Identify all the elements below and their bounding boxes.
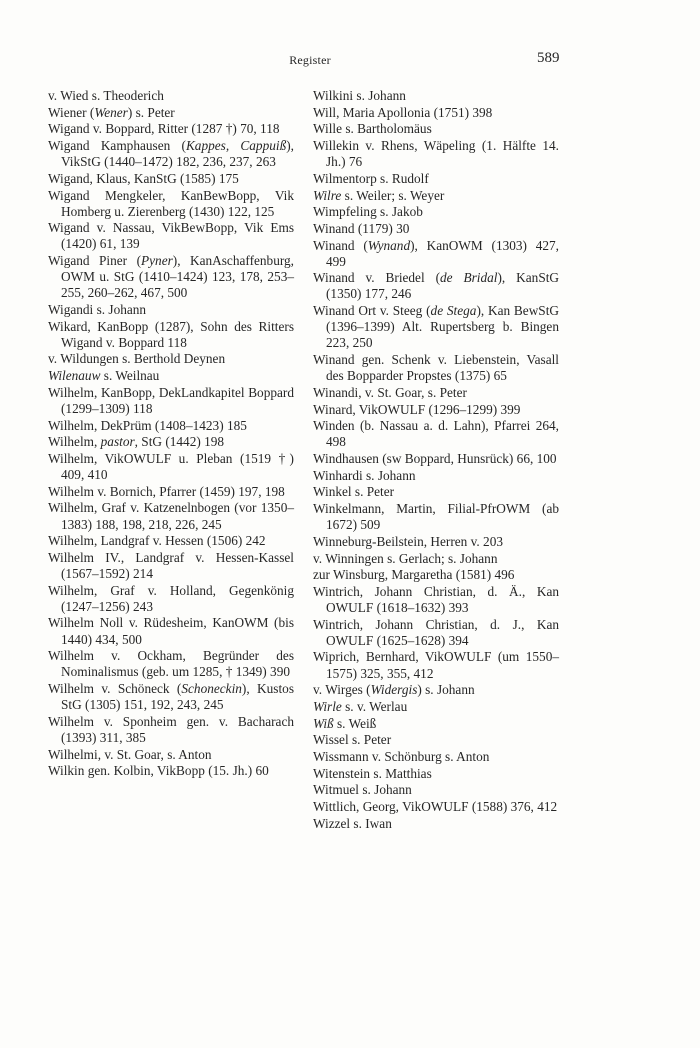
index-entry: Wilhelm, Graf v. Holland, Gegenkönig (1247–1256) 243: [48, 582, 294, 614]
index-entry: Winhardi s. Johann: [313, 467, 416, 483]
index-entry: Wilmentorp s. Rudolf: [313, 170, 429, 186]
index-entry: Winand gen. Schenk v. Liebenstein, Vasall des Bopparder Propstes (1375) 65: [313, 352, 559, 384]
index-entry: Wille s. Bartholomäus: [313, 121, 432, 137]
index-entry: Wilhelm, Graf v. Katzenelnbogen (vor 1350–1383) 188, 198, 218, 226, 245: [48, 500, 294, 532]
index-entry: Winneburg-Beilstein, Herren v. 203: [313, 533, 504, 549]
index-entry: Wilhelmi, v. St. Goar, s. Anton: [48, 746, 212, 762]
index-entry: Winard, VikOWULF (1296–1299) 399: [313, 401, 521, 417]
index-entry: Wilhelm, Landgraf v. Hessen (1506) 242: [48, 533, 266, 549]
index-entry: Will, Maria Apollonia (1751) 398: [313, 104, 493, 120]
index-entry: Wintrich, Johann Christian, d. J., Kan OWULF (1625–1628) 394: [313, 616, 559, 648]
index-entry: Winkel s. Peter: [313, 484, 395, 500]
index-entry: Wimpfeling s. Jakob: [313, 204, 423, 220]
index-entry: Wiprich, Bernhard, VikOWULF (um 1550–1575) 325, 355, 412: [313, 649, 559, 681]
index-entry: Wigand v. Boppard, Ritter (1287 †) 70, 118: [48, 121, 280, 137]
index-entry: Wigandi s. Johann: [48, 301, 147, 317]
index-entry: Wissmann v. Schönburg s. Anton: [313, 748, 490, 764]
index-entry: Wilhelm, KanBopp, DekLandkapitel Boppard (1299–1309) 118: [48, 384, 294, 416]
index-entry: Wigand v. Nassau, VikBewBopp, Vik Ems (1420) 61, 139: [48, 220, 294, 252]
index-entry: Wilhelm, pastor, StG (1442) 198: [48, 434, 225, 450]
index-entry: Winand v. Briedel (de Bridal), KanStG (1350) 177, 246: [313, 270, 560, 302]
index-column-left: [48, 88, 294, 780]
index-entry: Wilhelm v. Sponheim gen. v. Bacharach (1393) 311, 385: [48, 713, 294, 745]
index-entry: Winand (Wynand), KanOWM (1303) 427, 499: [313, 237, 559, 269]
index-entry: Wintrich, Johann Christian, d. Ä., Kan OWULF (1618–1632) 393: [313, 583, 559, 615]
index-entry: Wilhelm IV., Landgraf v. Hessen-Kassel (1567–1592) 214: [48, 549, 294, 581]
index-entry: Winden (b. Nassau a. d. Lahn), Pfarrei 264, 498: [313, 418, 559, 450]
index-entry: Wilhelm Noll v. Rüdesheim, KanOWM (bis 1440) 434, 500: [48, 615, 294, 647]
index-entry: v. Wirges (Widergis) s. Johann: [313, 682, 475, 698]
index-entry: Wiß s. Weiß: [313, 715, 377, 731]
index-entry: Wilhelm v. Bornich, Pfarrer (1459) 197, 198: [48, 483, 285, 499]
index-entry: Wiener (Wener) s. Peter: [48, 104, 175, 120]
index-entry: Wilhelm v. Ockham, Begründer des Nominalismus (geb. um 1285, † 1349) 390: [48, 648, 294, 680]
index-entry: Wilhelm, DekPrüm (1408–1423) 185: [48, 417, 247, 433]
index-entry: Witenstein s. Matthias: [313, 765, 432, 781]
index-entry: Wilenauw s. Weilnau: [48, 368, 160, 384]
index-entry: Wilhelm, VikOWULF u. Pleban (1519 †) 409, 410: [48, 450, 294, 483]
index-entry: Wittlich, Georg, VikOWULF (1588) 376, 412: [313, 799, 558, 815]
index-entry: Winand (1179) 30: [313, 220, 410, 236]
index-entry: Winand Ort v. Steeg (de Stega), Kan BewStG (1396–1399) Alt. Rupertsberg b. Bingen 223, 250: [313, 303, 559, 351]
index-entry: Wigand Mengkeler, KanBewBopp, Vik Homberg u. Zierenberg (1430) 122, 125: [48, 187, 294, 219]
index-entry: Wilkin gen. Kolbin, VikBopp (15. Jh.) 60: [48, 763, 269, 779]
index-entry: Witmuel s. Johann: [313, 782, 412, 798]
index-entry: Willekin v. Rhens, Wäpeling (1. Hälfte 14. Jh.) 76: [313, 138, 559, 170]
index-entry: Windhausen (sw Boppard, Hunsrück) 66, 100: [313, 450, 557, 466]
page-number: 589: [537, 50, 560, 66]
index-entry: Wikard, KanBopp (1287), Sohn des Ritters Wigand v. Boppard 118: [48, 318, 294, 350]
index-entry: v. Wildungen s. Berthold Deynen: [48, 351, 226, 367]
index-entry: Wilhelm v. Schöneck (Schoneckin), Kustos StG (1305) 151, 192, 243, 245: [48, 681, 294, 713]
index-entry: Winkelmann, Martin, Filial-PfrOWM (ab 1672) 509: [313, 501, 559, 533]
index-entry: zur Winsburg, Margaretha (1581) 496: [313, 567, 515, 583]
running-title: Register: [289, 53, 331, 67]
index-entry: Wizzel s. Iwan: [313, 815, 392, 831]
index-entry: Wilkini s. Johann: [313, 88, 406, 103]
index-entry: v. Winningen s. Gerlach; s. Johann: [313, 550, 498, 566]
index-entry: Wirle s. v. Werlau: [313, 698, 408, 714]
index-entry: Wigand Kamphausen (Kappes, Cappuiß), VikStG (1440–1472) 182, 236, 237, 263: [48, 138, 294, 170]
index-entry: Winandi, v. St. Goar, s. Peter: [313, 384, 467, 400]
index-entry: Wilre s. Weiler; s. Weyer: [313, 187, 445, 203]
index-entry: Wigand, Klaus, KanStG (1585) 175: [48, 170, 239, 186]
index-entry: Wigand Piner (Pyner), KanAschaffenburg, OWM u. StG (1410–1424) 123, 178, 253–255, 260–262, 467, 500: [48, 253, 294, 301]
index-entry: Wissel s. Peter: [313, 732, 392, 748]
index-entry: v. Wied s. Theoderich: [48, 88, 164, 103]
index-column-right: [313, 88, 559, 832]
